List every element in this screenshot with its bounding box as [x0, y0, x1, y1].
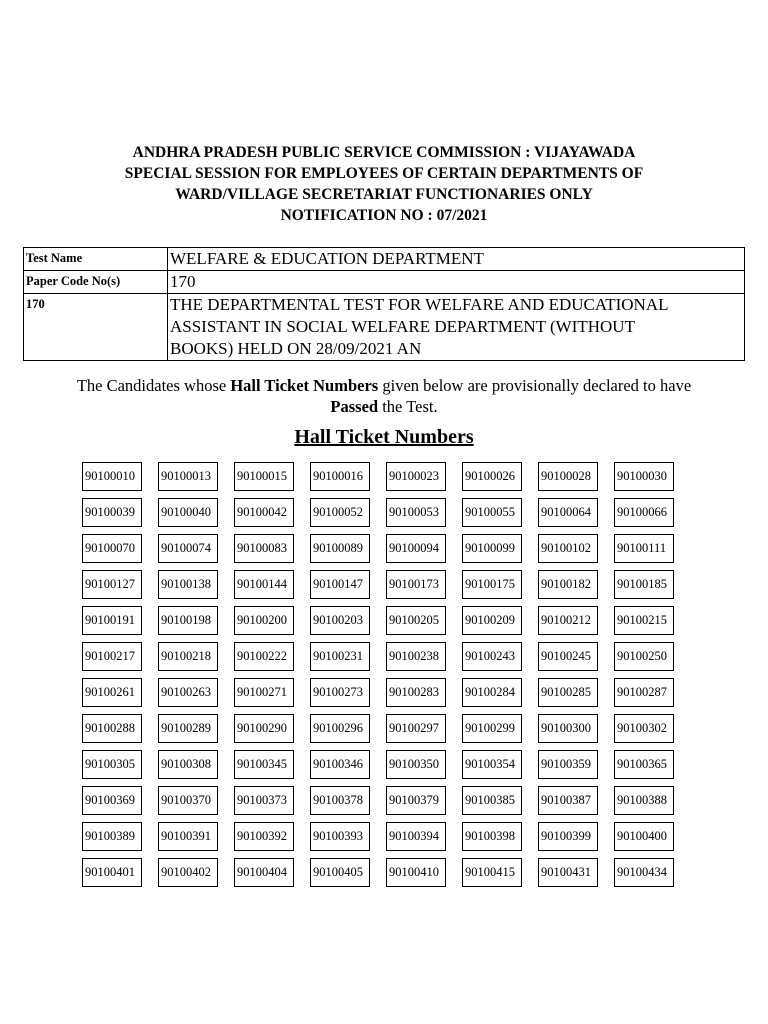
hall-ticket-number: 90100055 — [462, 498, 522, 527]
hall-ticket-number: 90100016 — [310, 462, 370, 491]
hall-ticket-number: 90100030 — [614, 462, 674, 491]
hall-ticket-number: 90100203 — [310, 606, 370, 635]
hall-ticket-number: 90100388 — [614, 786, 674, 815]
hall-ticket-number: 90100039 — [82, 498, 142, 527]
hall-ticket-number: 90100346 — [310, 750, 370, 779]
hall-ticket-number: 90100238 — [386, 642, 446, 671]
hall-ticket-number: 90100273 — [310, 678, 370, 707]
paper-code-row — [24, 271, 745, 294]
hall-ticket-number: 90100243 — [462, 642, 522, 671]
hall-ticket-number: 90100185 — [614, 570, 674, 599]
hall-ticket-number: 90100066 — [614, 498, 674, 527]
hall-ticket-number: 90100175 — [462, 570, 522, 599]
hall-ticket-number: 90100434 — [614, 858, 674, 887]
paper-code-value: 170 — [168, 271, 745, 294]
hall-ticket-number: 90100271 — [234, 678, 294, 707]
hall-ticket-number: 90100209 — [462, 606, 522, 635]
hall-ticket-number: 90100231 — [310, 642, 370, 671]
test-name-row — [24, 248, 745, 271]
hall-ticket-number: 90100284 — [462, 678, 522, 707]
hall-ticket-number: 90100379 — [386, 786, 446, 815]
hall-ticket-number: 90100302 — [614, 714, 674, 743]
test-info-table — [23, 247, 745, 361]
hall-ticket-number: 90100052 — [310, 498, 370, 527]
hall-ticket-number: 90100365 — [614, 750, 674, 779]
hall-ticket-number: 90100373 — [234, 786, 294, 815]
hall-ticket-number: 90100089 — [310, 534, 370, 563]
hall-ticket-grid — [82, 462, 682, 887]
hall-ticket-number: 90100285 — [538, 678, 598, 707]
hall-ticket-number: 90100289 — [158, 714, 218, 743]
hall-ticket-number: 90100010 — [82, 462, 142, 491]
document-header — [0, 142, 768, 226]
hall-ticket-number: 90100070 — [82, 534, 142, 563]
hall-ticket-number: 90100261 — [82, 678, 142, 707]
hall-ticket-number: 90100300 — [538, 714, 598, 743]
paper-description-line: THE DEPARTMENTAL TEST FOR WELFARE AND EDUCATIONAL — [170, 295, 669, 314]
hall-ticket-number: 90100074 — [158, 534, 218, 563]
hall-ticket-number: 90100015 — [234, 462, 294, 491]
hall-ticket-number: 90100217 — [82, 642, 142, 671]
hall-ticket-number: 90100147 — [310, 570, 370, 599]
hall-ticket-number: 90100350 — [386, 750, 446, 779]
hall-ticket-number: 90100205 — [386, 606, 446, 635]
hall-ticket-number: 90100305 — [82, 750, 142, 779]
paper-description-line: BOOKS) HELD ON 28/09/2021 AN — [170, 339, 422, 358]
hall-ticket-number: 90100042 — [234, 498, 294, 527]
hall-ticket-list-title: Hall Ticket Numbers — [294, 426, 474, 448]
hall-ticket-number: 90100398 — [462, 822, 522, 851]
commission-title: ANDHRA PRADESH PUBLIC SERVICE COMMISSION : VIJAYAWADA — [132, 144, 636, 161]
hall-ticket-number: 90100182 — [538, 570, 598, 599]
hall-ticket-number: 90100392 — [234, 822, 294, 851]
hall-ticket-number: 90100387 — [538, 786, 598, 815]
hall-ticket-number: 90100191 — [82, 606, 142, 635]
paper-number-label: 170 — [24, 294, 168, 361]
hall-ticket-number: 90100250 — [614, 642, 674, 671]
hall-ticket-number: 90100385 — [462, 786, 522, 815]
hall-ticket-number: 90100263 — [158, 678, 218, 707]
hall-ticket-number: 90100297 — [386, 714, 446, 743]
paper-description — [168, 294, 745, 361]
hall-ticket-number: 90100308 — [158, 750, 218, 779]
hall-ticket-number: 90100222 — [234, 642, 294, 671]
hall-ticket-number: 90100299 — [462, 714, 522, 743]
hall-ticket-number: 90100283 — [386, 678, 446, 707]
hall-ticket-number: 90100028 — [538, 462, 598, 491]
hall-ticket-number: 90100083 — [234, 534, 294, 563]
hall-ticket-number: 90100354 — [462, 750, 522, 779]
hall-ticket-number: 90100345 — [234, 750, 294, 779]
hall-ticket-number: 90100394 — [386, 822, 446, 851]
hall-ticket-number: 90100400 — [614, 822, 674, 851]
paper-description-row — [24, 294, 745, 361]
hall-ticket-number: 90100198 — [158, 606, 218, 635]
hall-ticket-number: 90100138 — [158, 570, 218, 599]
hall-ticket-number: 90100102 — [538, 534, 598, 563]
test-name-value: WELFARE & EDUCATION DEPARTMENT — [168, 248, 745, 271]
hall-ticket-number: 90100404 — [234, 858, 294, 887]
hall-ticket-number: 90100064 — [538, 498, 598, 527]
session-title: SPECIAL SESSION FOR EMPLOYEES OF CERTAIN DEPARTMENTS OF — [124, 165, 644, 182]
hall-ticket-number: 90100200 — [234, 606, 294, 635]
hall-ticket-number: 90100405 — [310, 858, 370, 887]
hall-ticket-number: 90100023 — [386, 462, 446, 491]
hall-ticket-number: 90100144 — [234, 570, 294, 599]
session-subtitle: WARD/VILLAGE SECRETARIAT FUNCTIONARIES ONLY — [175, 186, 593, 203]
hall-ticket-number: 90100212 — [538, 606, 598, 635]
hall-ticket-number: 90100127 — [82, 570, 142, 599]
hall-ticket-number: 90100040 — [158, 498, 218, 527]
hall-ticket-number: 90100378 — [310, 786, 370, 815]
hall-ticket-number: 90100431 — [538, 858, 598, 887]
paper-code-label: Paper Code No(s) — [24, 271, 168, 294]
hall-ticket-number: 90100393 — [310, 822, 370, 851]
hall-ticket-number: 90100053 — [386, 498, 446, 527]
hall-ticket-number: 90100370 — [158, 786, 218, 815]
declaration-emphasis: Hall Ticket Numbers — [230, 376, 379, 395]
hall-ticket-number: 90100215 — [614, 606, 674, 635]
hall-ticket-number: 90100415 — [462, 858, 522, 887]
hall-ticket-number: 90100013 — [158, 462, 218, 491]
hall-ticket-number: 90100099 — [462, 534, 522, 563]
paper-description-line: ASSISTANT IN SOCIAL WELFARE DEPARTMENT (WITHOUT — [170, 317, 635, 336]
hall-ticket-number: 90100410 — [386, 858, 446, 887]
hall-ticket-number: 90100359 — [538, 750, 598, 779]
hall-ticket-number: 90100111 — [614, 534, 674, 563]
hall-ticket-number: 90100218 — [158, 642, 218, 671]
hall-ticket-number: 90100245 — [538, 642, 598, 671]
hall-ticket-number: 90100369 — [82, 786, 142, 815]
declaration-text: given below are provisionally declared to have — [378, 376, 692, 395]
hall-ticket-number: 90100026 — [462, 462, 522, 491]
hall-ticket-number: 90100287 — [614, 678, 674, 707]
notification-number: NOTIFICATION NO : 07/2021 — [280, 207, 488, 224]
declaration-text: The Candidates whose — [76, 376, 231, 395]
hall-ticket-number: 90100389 — [82, 822, 142, 851]
hall-ticket-number: 90100296 — [310, 714, 370, 743]
hall-ticket-number: 90100173 — [386, 570, 446, 599]
hall-ticket-number: 90100288 — [82, 714, 142, 743]
pass-declaration — [0, 375, 768, 417]
hall-ticket-number: 90100399 — [538, 822, 598, 851]
hall-ticket-number: 90100094 — [386, 534, 446, 563]
hall-ticket-number: 90100290 — [234, 714, 294, 743]
declaration-text: the Test. — [378, 397, 438, 416]
declaration-emphasis: Passed — [330, 397, 379, 416]
test-name-label: Test Name — [24, 248, 168, 271]
hall-ticket-number: 90100402 — [158, 858, 218, 887]
hall-ticket-number: 90100391 — [158, 822, 218, 851]
hall-ticket-number: 90100401 — [82, 858, 142, 887]
